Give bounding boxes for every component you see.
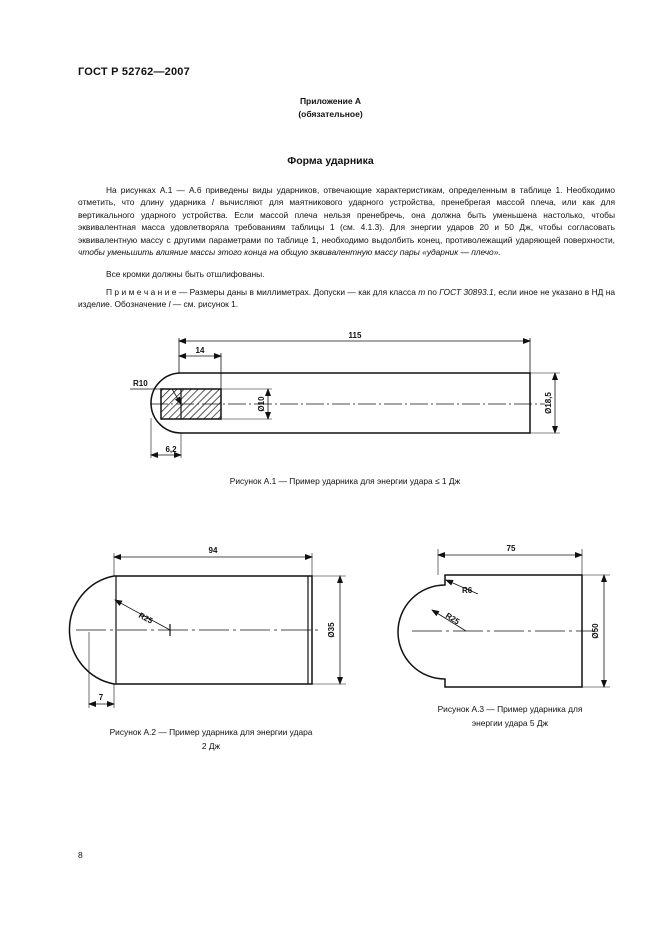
note-standard-ref: ГОСТ 30893.1 [439, 287, 494, 297]
figure-3-caption-line-2: энергии удара 5 Дж [471, 718, 549, 728]
figure-3-drawing [398, 549, 610, 687]
section-title: Форма ударника [287, 155, 374, 167]
fig3-label-radius-small: R6 [462, 586, 473, 595]
figure-3-caption-line-1: Рисунок А.3 — Пример ударника для [437, 704, 583, 714]
p1-variable: l [211, 197, 214, 208]
p1-italic-text: чтобы уменьшить влияние массы этого конца на общую эквивалентную массу пары «ударник — плечо». [78, 247, 501, 258]
figure-2-drawing [69, 553, 346, 708]
fig1-label-length: 115 [348, 331, 362, 340]
figure-2-caption-line-1: Рисунок А.2 — Пример ударника для энергии удара [109, 727, 313, 737]
note-text-a: — Размеры даны в миллиметрах. Допуски — как для класса [176, 287, 419, 297]
p1-text-b: вычисляют для маятникового ударного устройства, пренебрегая массой плеча, или как для вертикального ударного устройства. Если массой плеча нельзя пренебречь, она должна быть уменьшена настолько, чтобы эквивалентная масса удовлетворяла требованиям таблицы 1 (см. 4.1.3). Для энергии ударов 20 и 50 Дж, чтобы согласовать эквивалентную массу с другими параметрами по таблице 1, необходимо выдолбить конец, противолежащий ударяющей поверхности, [78, 197, 615, 245]
annex-title: Приложение А [299, 96, 362, 106]
figure-1-drawing [130, 338, 560, 458]
fig1-label-bore-dia: Ø10 [257, 396, 266, 412]
fig2-label-radius: R25 [137, 610, 155, 626]
p2-text: Все кромки должны быть отшлифованы. [106, 269, 265, 279]
figure-1-caption: Рисунок А.1 — Пример ударника для энергии удара ≤ 1 Дж [229, 476, 461, 486]
fig3-label-length: 75 [506, 544, 516, 553]
note-variable-l: l [168, 299, 171, 310]
figure-2-caption-line-2: 2 Дж [201, 741, 221, 751]
fig3-label-radius-large: R25 [443, 611, 462, 627]
p1-text-a: На рисунках А.1 — А.6 приведены виды ударников, отвечающие характеристикам, определенным в таблице 1. Необходимо отметить, что длину ударника [78, 185, 615, 208]
fig1-label-tip: 6,2 [165, 445, 177, 454]
fig1-label-outer-dia: Ø18,5 [544, 392, 553, 414]
note-text-d: — см. рисунок 1. [170, 299, 239, 310]
document-header: ГОСТ Р 52762—2007 [78, 66, 190, 78]
fig2-label-dia: Ø35 [327, 622, 336, 638]
note-text-b: по [425, 287, 440, 297]
note-class-m: m [418, 287, 426, 297]
page-number: 8 [78, 850, 83, 860]
annex-status: (обязательное) [298, 109, 363, 119]
fig3-label-dia: Ø50 [591, 623, 600, 639]
note-label: П р и м е ч а н и е [106, 287, 177, 297]
fig1-label-bore-depth: 14 [195, 346, 205, 355]
fig2-label-length: 94 [208, 546, 218, 555]
note-text-c: , если иное не указано в НД на изделие. Обозначение [78, 287, 616, 310]
fig2-label-tip: 7 [98, 693, 104, 702]
fig1-label-radius: R10 [133, 379, 148, 388]
